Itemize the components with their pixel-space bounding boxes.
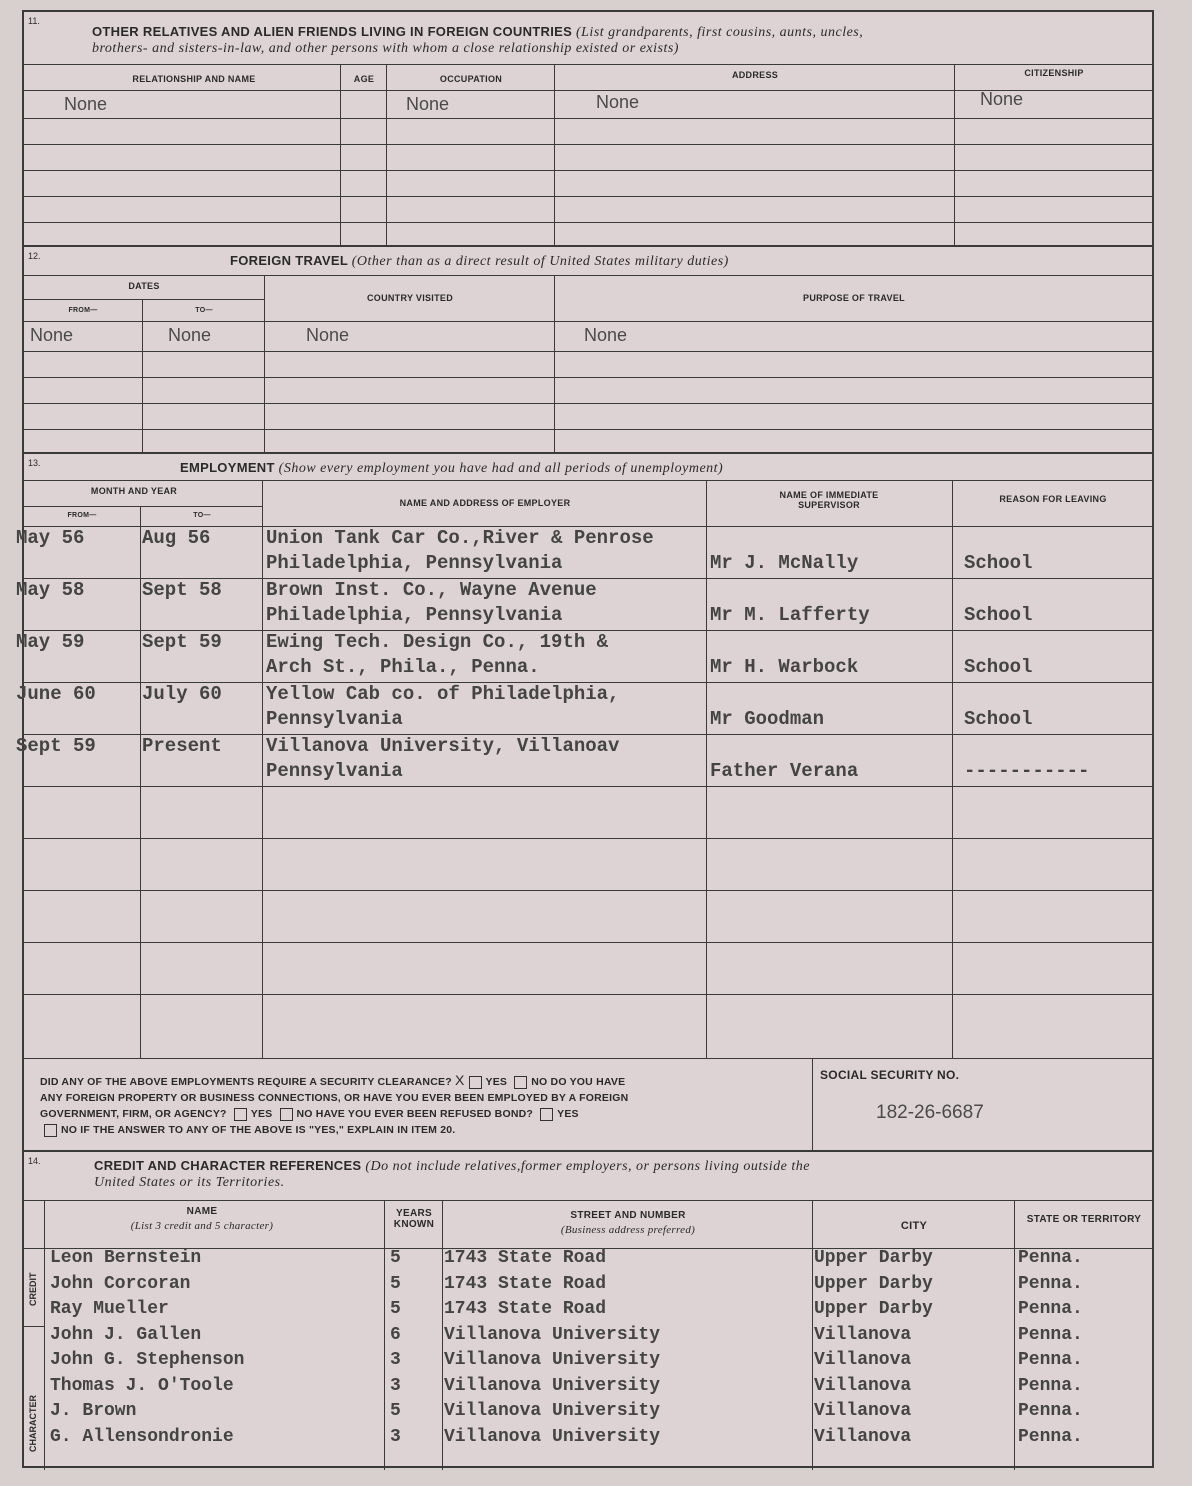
col-header-city: CITY <box>900 1220 928 1232</box>
reference-city: Villanova <box>814 1375 912 1396</box>
section-note: (Show every employment you have had and all periods of unemployment) <box>278 461 724 476</box>
employer-line-2: Philadelphia, Pennsylvania <box>266 552 563 574</box>
reference-state: Penna. <box>1018 1426 1083 1447</box>
reference-years: 3 <box>390 1350 401 1370</box>
reference-years: 5 <box>390 1401 401 1421</box>
reference-street: Villanova University <box>444 1350 661 1370</box>
clearance-no-checkbox[interactable] <box>514 1076 527 1089</box>
section-title: OTHER RELATIVES AND ALIEN FRIENDS LIVING IN FOREIGN COUNTRIES <box>92 24 573 39</box>
employer-line-1: Union Tank Car Co.,River & Penrose <box>266 527 654 549</box>
col-header-reason: REASON FOR LEAVING <box>999 494 1107 504</box>
employer-line-1: Ewing Tech. Design Co., 19th & <box>266 631 609 653</box>
reference-city: Villanova <box>814 1401 912 1421</box>
employment-from: May 59 <box>16 631 85 653</box>
reference-street: Villanova University <box>444 1401 661 1421</box>
reference-street: 1743 State Road <box>444 1248 607 1268</box>
employer-line-2: Philadelphia, Pennsylvania <box>266 604 563 626</box>
section-title: CREDIT AND CHARACTER REFERENCES <box>94 1158 362 1173</box>
reference-city: Upper Darby <box>814 1273 933 1294</box>
employment-to: Sept 58 <box>142 579 222 601</box>
bond-yes-checkbox[interactable] <box>540 1108 553 1121</box>
section-title: EMPLOYMENT <box>180 460 275 475</box>
reason-for-leaving: School <box>964 656 1033 678</box>
employer-line-2: Pennsylvania <box>266 708 403 730</box>
reference-state: Penna. <box>1018 1324 1083 1345</box>
reference-city: Villanova <box>814 1350 912 1370</box>
reference-name: John G. Stephenson <box>50 1350 245 1370</box>
handwritten-mark: X <box>454 1072 465 1088</box>
reference-street: Villanova University <box>444 1375 661 1396</box>
reference-street: 1743 State Road <box>444 1273 607 1294</box>
reference-state: Penna. <box>1018 1350 1083 1370</box>
citizenship-value: None <box>980 89 1024 109</box>
reference-state: Penna. <box>1018 1273 1083 1294</box>
section-number: 12. <box>28 251 41 261</box>
col-header-month-year: MONTH AND YEAR <box>90 486 178 496</box>
reference-years: 3 <box>390 1426 401 1447</box>
col-header-address: ADDRESS <box>731 70 779 80</box>
reference-name: Leon Bernstein <box>50 1248 202 1268</box>
reason-for-leaving: School <box>964 552 1033 574</box>
security-questions: DID ANY OF THE ABOVE EMPLOYMENTS REQUIRE A SECURITY CLEARANCE? X YES NO DO YOU HAVE ANY FOREIGN PROPERTY OR BUSINESS CONNECTIONS, OR HAVE YOU EVER BEEN EMPLOYED BY A FOREIGN GOVERNMENT, FIRM, OR AGENCY? YES NO HAVE YOU EVER BEEN REFUSED BOND? YES NO IF THE ANSWER TO ANY OF THE ABOVE IS "YES," EXPLAIN IN ITEM 20. <box>40 1072 629 1136</box>
employer-line-1: Brown Inst. Co., Wayne Avenue <box>266 579 597 601</box>
address-value: None <box>596 92 640 112</box>
employment-to: Present <box>142 735 222 757</box>
col-header-from: FROM— <box>68 307 98 314</box>
col-header-purpose: PURPOSE OF TRAVEL <box>803 293 905 303</box>
col-header-supervisor: NAME OF IMMEDIATE SUPERVISOR <box>779 490 879 510</box>
col-header-name: NAME <box>186 1206 218 1217</box>
reference-years: 5 <box>390 1273 401 1294</box>
reference-state: Penna. <box>1018 1375 1083 1396</box>
reference-name: Ray Mueller <box>50 1299 169 1319</box>
credit-label: CREDIT <box>28 1272 38 1306</box>
reference-city: Villanova <box>814 1324 912 1345</box>
reference-state: Penna. <box>1018 1401 1083 1421</box>
col-header-age: AGE <box>353 74 375 84</box>
employment-from: Sept 59 <box>16 735 96 757</box>
supervisor-name: Mr M. Lafferty <box>710 604 870 626</box>
ssn-label: SOCIAL SECURITY NO. <box>820 1068 960 1082</box>
employment-from: May 56 <box>16 527 85 549</box>
reference-name: G. Allensondronie <box>50 1426 234 1447</box>
foreign-no-checkbox[interactable] <box>280 1108 293 1121</box>
supervisor-name: Mr J. McNally <box>710 552 859 574</box>
section-note-2: United States or its Territories. <box>94 1175 285 1190</box>
reference-city: Upper Darby <box>814 1248 933 1268</box>
reason-for-leaving: School <box>964 604 1033 626</box>
reference-years: 5 <box>390 1248 401 1268</box>
col-header-employer: NAME AND ADDRESS OF EMPLOYER <box>399 498 571 508</box>
clearance-yes-checkbox[interactable] <box>469 1076 482 1089</box>
reference-street: 1743 State Road <box>444 1299 607 1319</box>
reference-state: Penna. <box>1018 1299 1083 1319</box>
security-form-page <box>16 10 1154 1468</box>
reference-years: 6 <box>390 1324 401 1345</box>
reference-name: John Corcoran <box>50 1273 191 1294</box>
section-12 <box>24 245 1152 454</box>
reason-for-leaving: School <box>964 708 1033 730</box>
col-header-years: YEARS KNOWN <box>393 1208 435 1230</box>
section-11 <box>24 12 1152 245</box>
relationship-value: None <box>64 94 108 114</box>
supervisor-name: Father Verana <box>710 760 859 782</box>
employment-to: Sept 59 <box>142 631 222 653</box>
col-header-street-sub: (Business address preferred) <box>560 1224 696 1236</box>
bond-no-checkbox[interactable] <box>44 1124 57 1137</box>
col-header-to: TO— <box>195 307 213 314</box>
foreign-yes-checkbox[interactable] <box>234 1108 247 1121</box>
col-header-occupation: OCCUPATION <box>439 74 503 84</box>
section-note-2: brothers- and sisters-in-law, and other persons with whom a close relationship existed or exists) <box>92 41 679 56</box>
reference-name: Thomas J. O'Toole <box>50 1375 234 1396</box>
section-14 <box>24 1150 1152 1470</box>
country-value: None <box>306 325 350 345</box>
section-13 <box>16 452 1152 1152</box>
employer-line-2: Arch St., Phila., Penna. <box>266 656 540 678</box>
supervisor-name: Mr H. Warbock <box>710 656 859 678</box>
col-header-name-sub: (List 3 credit and 5 character) <box>130 1220 274 1232</box>
supervisor-name: Mr Goodman <box>710 708 825 730</box>
reference-years: 3 <box>390 1375 401 1396</box>
section-title: FOREIGN TRAVEL <box>230 253 348 268</box>
ssn-value: 182-26-6687 <box>876 1102 984 1123</box>
col-header-street: STREET AND NUMBER <box>570 1210 686 1221</box>
col-header-from: FROM— <box>67 512 97 519</box>
employer-line-2: Pennsylvania <box>266 760 403 782</box>
col-header-citizenship: CITIZENSHIP <box>1024 68 1084 78</box>
col-header-country: COUNTRY VISITED <box>366 293 453 303</box>
travel-from-value: None <box>30 325 74 345</box>
section-note: (List grandparents, first cousins, aunts, uncles, <box>575 25 864 40</box>
reference-city: Villanova <box>814 1426 912 1447</box>
section-number: 14. <box>28 1156 41 1166</box>
reference-street: Villanova University <box>444 1426 661 1447</box>
section-number: 13. <box>28 458 41 468</box>
reference-city: Upper Darby <box>814 1299 933 1319</box>
col-header-state: STATE OR TERRITORY <box>1026 1214 1142 1225</box>
col-header-to: TO— <box>193 512 211 519</box>
character-label: CHARACTER <box>28 1395 38 1452</box>
reason-for-leaving: ----------- <box>964 760 1090 782</box>
occupation-value: None <box>406 94 450 114</box>
reference-name: John J. Gallen <box>50 1324 202 1345</box>
reference-street: Villanova University <box>444 1324 661 1345</box>
employer-line-1: Villanova University, Villanoav <box>266 735 620 757</box>
section-note: (Do not include relatives,former employers, or persons living outside the <box>365 1159 810 1174</box>
col-header-dates: DATES <box>128 281 160 291</box>
employment-to: Aug 56 <box>142 527 211 549</box>
employment-to: July 60 <box>142 683 222 705</box>
employer-line-1: Yellow Cab co. of Philadelphia, <box>266 683 620 705</box>
reference-name: J. Brown <box>50 1401 137 1421</box>
employment-from: June 60 <box>16 683 96 705</box>
reference-years: 5 <box>390 1299 401 1319</box>
travel-to-value: None <box>168 325 212 345</box>
employment-from: May 58 <box>16 579 85 601</box>
section-number: 11. <box>28 16 40 26</box>
reference-state: Penna. <box>1018 1248 1083 1268</box>
col-header-relationship: RELATIONSHIP AND NAME <box>132 74 256 84</box>
section-note: (Other than as a direct result of United States military duties) <box>351 254 729 269</box>
purpose-value: None <box>584 325 628 345</box>
